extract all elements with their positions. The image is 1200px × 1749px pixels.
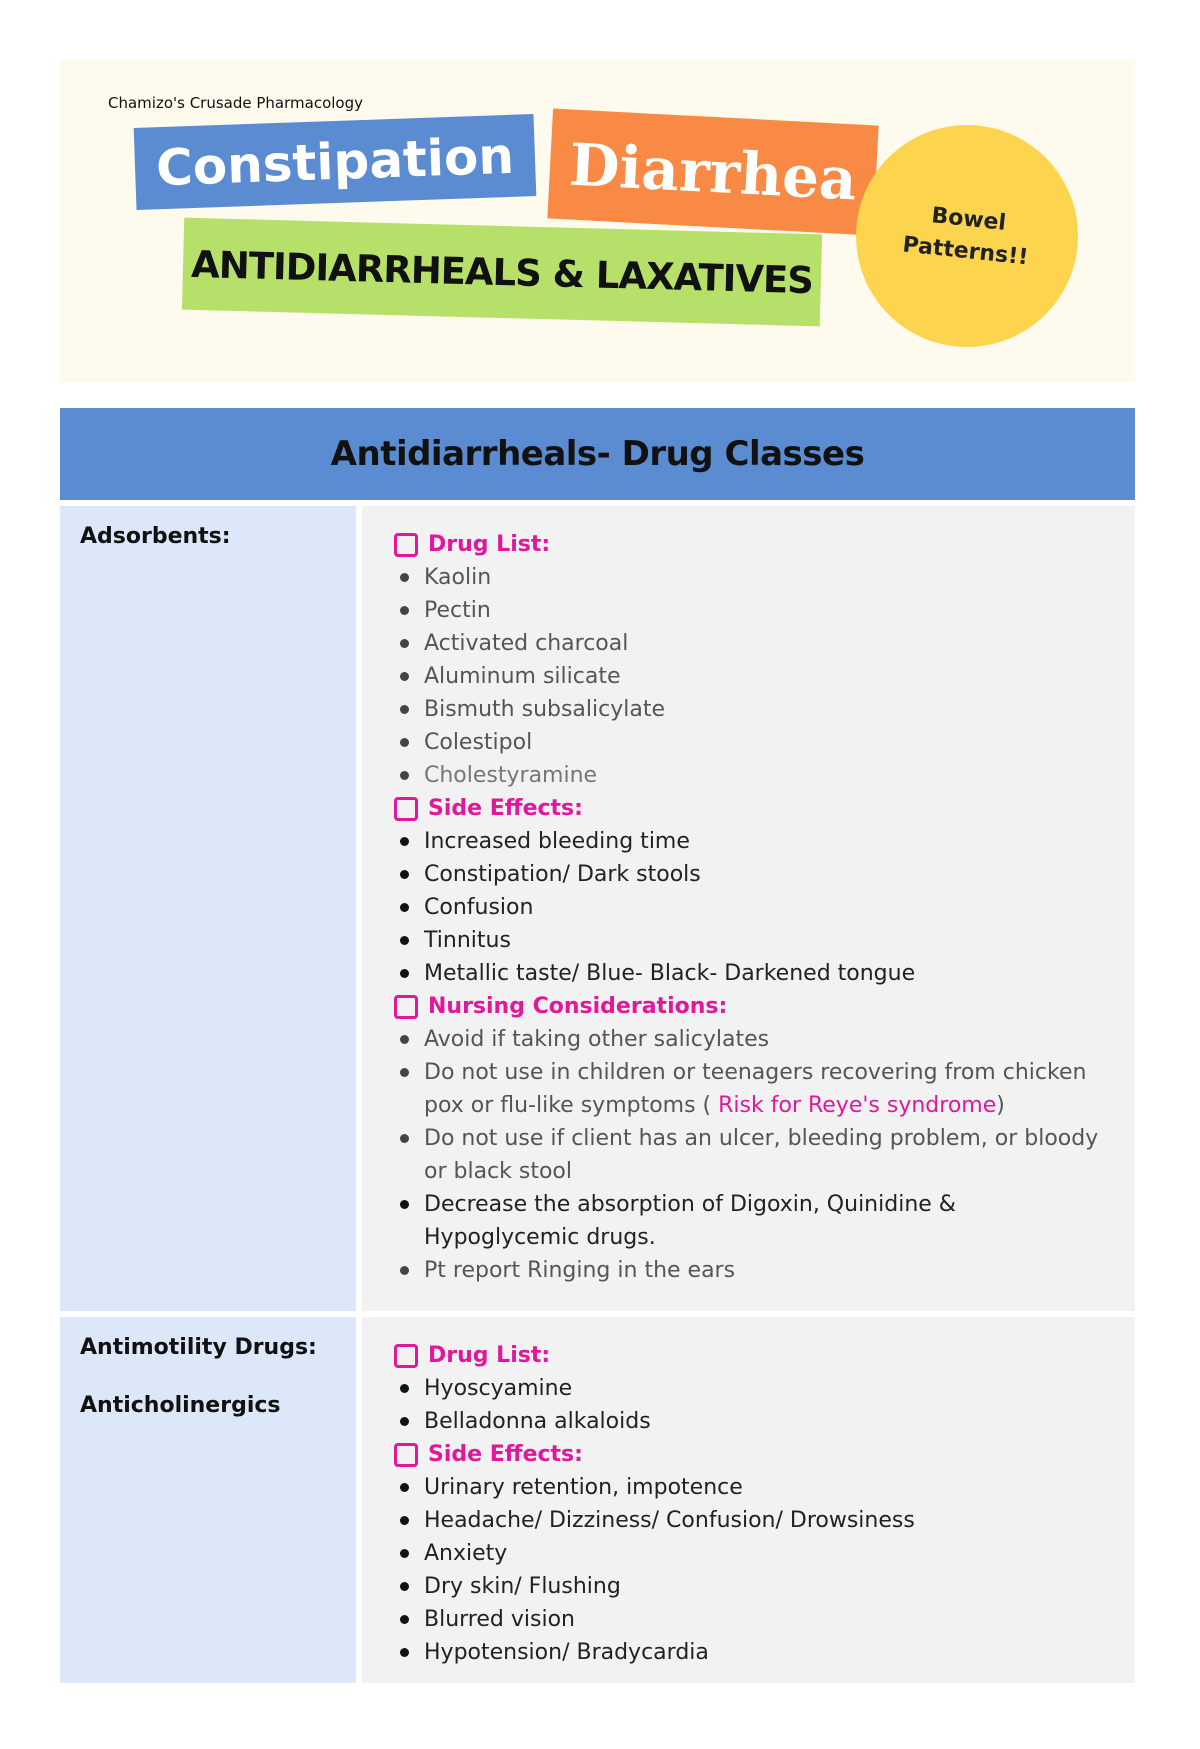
diarrhea-tag: Diarrhea	[547, 109, 878, 236]
nursing-considerations-heading	[394, 990, 1115, 1023]
bullet-icon	[400, 1483, 409, 1492]
list-item	[394, 594, 1115, 627]
item-text: Increased bleeding time	[424, 829, 690, 854]
bullet-icon	[400, 1417, 409, 1426]
reyes-syndrome-highlight: Risk for Reye's syndrome	[718, 1093, 997, 1118]
bubble-line-1: Bowel	[930, 203, 1008, 236]
source-label: Chamizo's Crusade Pharmacology	[108, 94, 363, 112]
antimotility-label-cell	[60, 1317, 356, 1683]
anticholinergics-label: Anticholinergics	[80, 1393, 281, 1418]
side-effects-heading	[394, 1438, 1115, 1471]
item-text: Colestipol	[424, 730, 533, 755]
item-text: Headache/ Dizziness/ Confusion/ Drowsiness	[424, 1508, 915, 1533]
item-text: Bismuth subsalicylate	[424, 697, 666, 722]
checkbox-icon	[394, 1344, 418, 1368]
item-text: Activated charcoal	[424, 631, 629, 656]
list-item	[394, 1570, 1115, 1603]
item-text: Kaolin	[424, 565, 492, 590]
bullet-icon	[400, 870, 409, 879]
list-item	[394, 825, 1115, 858]
heading-text: Side Effects:	[428, 1442, 583, 1467]
antimotility-row	[60, 1317, 1135, 1683]
checkbox-icon	[394, 995, 418, 1019]
item-text: Cholestyramine	[424, 763, 598, 788]
bullet-icon	[400, 573, 409, 582]
adsorbents-row	[60, 506, 1135, 1311]
bullet-icon	[400, 1035, 409, 1044]
adsorbents-content-cell	[362, 506, 1135, 1311]
bowel-patterns-text	[901, 198, 1033, 275]
adsorbents-label: Adsorbents:	[80, 524, 231, 549]
bullet-icon	[400, 672, 409, 681]
item-text-part: )	[996, 1093, 1005, 1118]
adsorbents-label-cell	[60, 506, 356, 1311]
side-effects-heading	[394, 792, 1115, 825]
list-item	[394, 1636, 1115, 1669]
bullet-icon	[400, 969, 409, 978]
list-item	[394, 1254, 1115, 1287]
item-text: Pectin	[424, 598, 491, 623]
antimotility-label: Antimotility Drugs:	[80, 1335, 317, 1360]
bullet-icon	[400, 738, 409, 747]
bullet-icon	[400, 1516, 409, 1525]
item-text: Aluminum silicate	[424, 664, 621, 689]
checkbox-icon	[394, 1443, 418, 1467]
item-text: Pt report Ringing in the ears	[424, 1258, 736, 1283]
item-text: Dry skin/ Flushing	[424, 1574, 621, 1599]
drug-list-heading	[394, 528, 1115, 561]
bullet-icon	[400, 1134, 409, 1143]
section-header	[60, 408, 1135, 500]
section-title: Antidiarrheals- Drug Classes	[330, 434, 865, 474]
adsorbents-list	[394, 528, 1115, 1287]
list-item	[394, 1504, 1115, 1537]
list-item	[394, 1023, 1115, 1056]
bullet-icon	[400, 837, 409, 846]
antimotility-list	[394, 1339, 1115, 1669]
heading-text: Drug List:	[428, 532, 551, 557]
drug-list-heading	[394, 1339, 1115, 1372]
item-text: Do not use if client has an ulcer, bleeding problem, or bloody or black stool	[424, 1126, 1099, 1184]
list-item	[394, 1537, 1115, 1570]
bullet-icon	[400, 1615, 409, 1624]
bullet-icon	[400, 639, 409, 648]
bullet-icon	[400, 903, 409, 912]
checkbox-icon	[394, 797, 418, 821]
list-item	[394, 660, 1115, 693]
list-item	[394, 1056, 1115, 1122]
heading-text: Side Effects:	[428, 796, 583, 821]
list-item	[394, 1372, 1115, 1405]
list-item	[394, 891, 1115, 924]
item-text: Belladonna alkaloids	[424, 1409, 651, 1434]
constipation-tag: Constipation	[134, 114, 537, 210]
item-text	[424, 1056, 1115, 1122]
bullet-icon	[400, 1384, 409, 1393]
item-text: Tinnitus	[424, 928, 511, 953]
list-item	[394, 693, 1115, 726]
antimotility-content-cell	[362, 1317, 1135, 1683]
bullet-icon	[400, 1068, 409, 1077]
bullet-icon	[400, 606, 409, 615]
item-text: Blurred vision	[424, 1607, 575, 1632]
bullet-icon	[400, 1582, 409, 1591]
item-text: Constipation/ Dark stools	[424, 862, 701, 887]
bullet-icon	[400, 1549, 409, 1558]
item-text: Metallic taste/ Blue- Black- Darkened tongue	[424, 961, 916, 986]
item-text: Urinary retention, impotence	[424, 1475, 743, 1500]
item-text: Avoid if taking other salicylates	[424, 1027, 770, 1052]
bubble-line-2: Patterns!!	[901, 232, 1030, 271]
list-item	[394, 1603, 1115, 1636]
list-item	[394, 1188, 1115, 1254]
bowel-patterns-badge	[856, 125, 1078, 347]
subtitle-tag: ANTIDIARRHEALS & LAXATIVES	[182, 218, 822, 327]
bullet-icon	[400, 1200, 409, 1209]
item-text: Anxiety	[424, 1541, 508, 1566]
list-item	[394, 759, 1115, 792]
bullet-icon	[400, 936, 409, 945]
item-text: Confusion	[424, 895, 534, 920]
checkbox-icon	[394, 533, 418, 557]
list-item	[394, 561, 1115, 594]
item-text-part: Do not use in children or teenagers recovering from chicken pox or flu-like symptoms (	[424, 1060, 1087, 1118]
list-item	[394, 1471, 1115, 1504]
list-item	[394, 726, 1115, 759]
list-item	[394, 924, 1115, 957]
bullet-icon	[400, 705, 409, 714]
list-item	[394, 858, 1115, 891]
item-text: Decrease the absorption of Digoxin, Quinidine & Hypoglycemic drugs.	[424, 1192, 956, 1250]
bullet-icon	[400, 771, 409, 780]
heading-text: Nursing Considerations:	[428, 994, 728, 1019]
list-item	[394, 627, 1115, 660]
heading-text: Drug List:	[428, 1343, 551, 1368]
list-item	[394, 1405, 1115, 1438]
list-item	[394, 957, 1115, 990]
bullet-icon	[400, 1266, 409, 1275]
item-text: Hyoscyamine	[424, 1376, 573, 1401]
list-item	[394, 1122, 1115, 1188]
item-text: Hypotension/ Bradycardia	[424, 1640, 709, 1665]
bullet-icon	[400, 1648, 409, 1657]
